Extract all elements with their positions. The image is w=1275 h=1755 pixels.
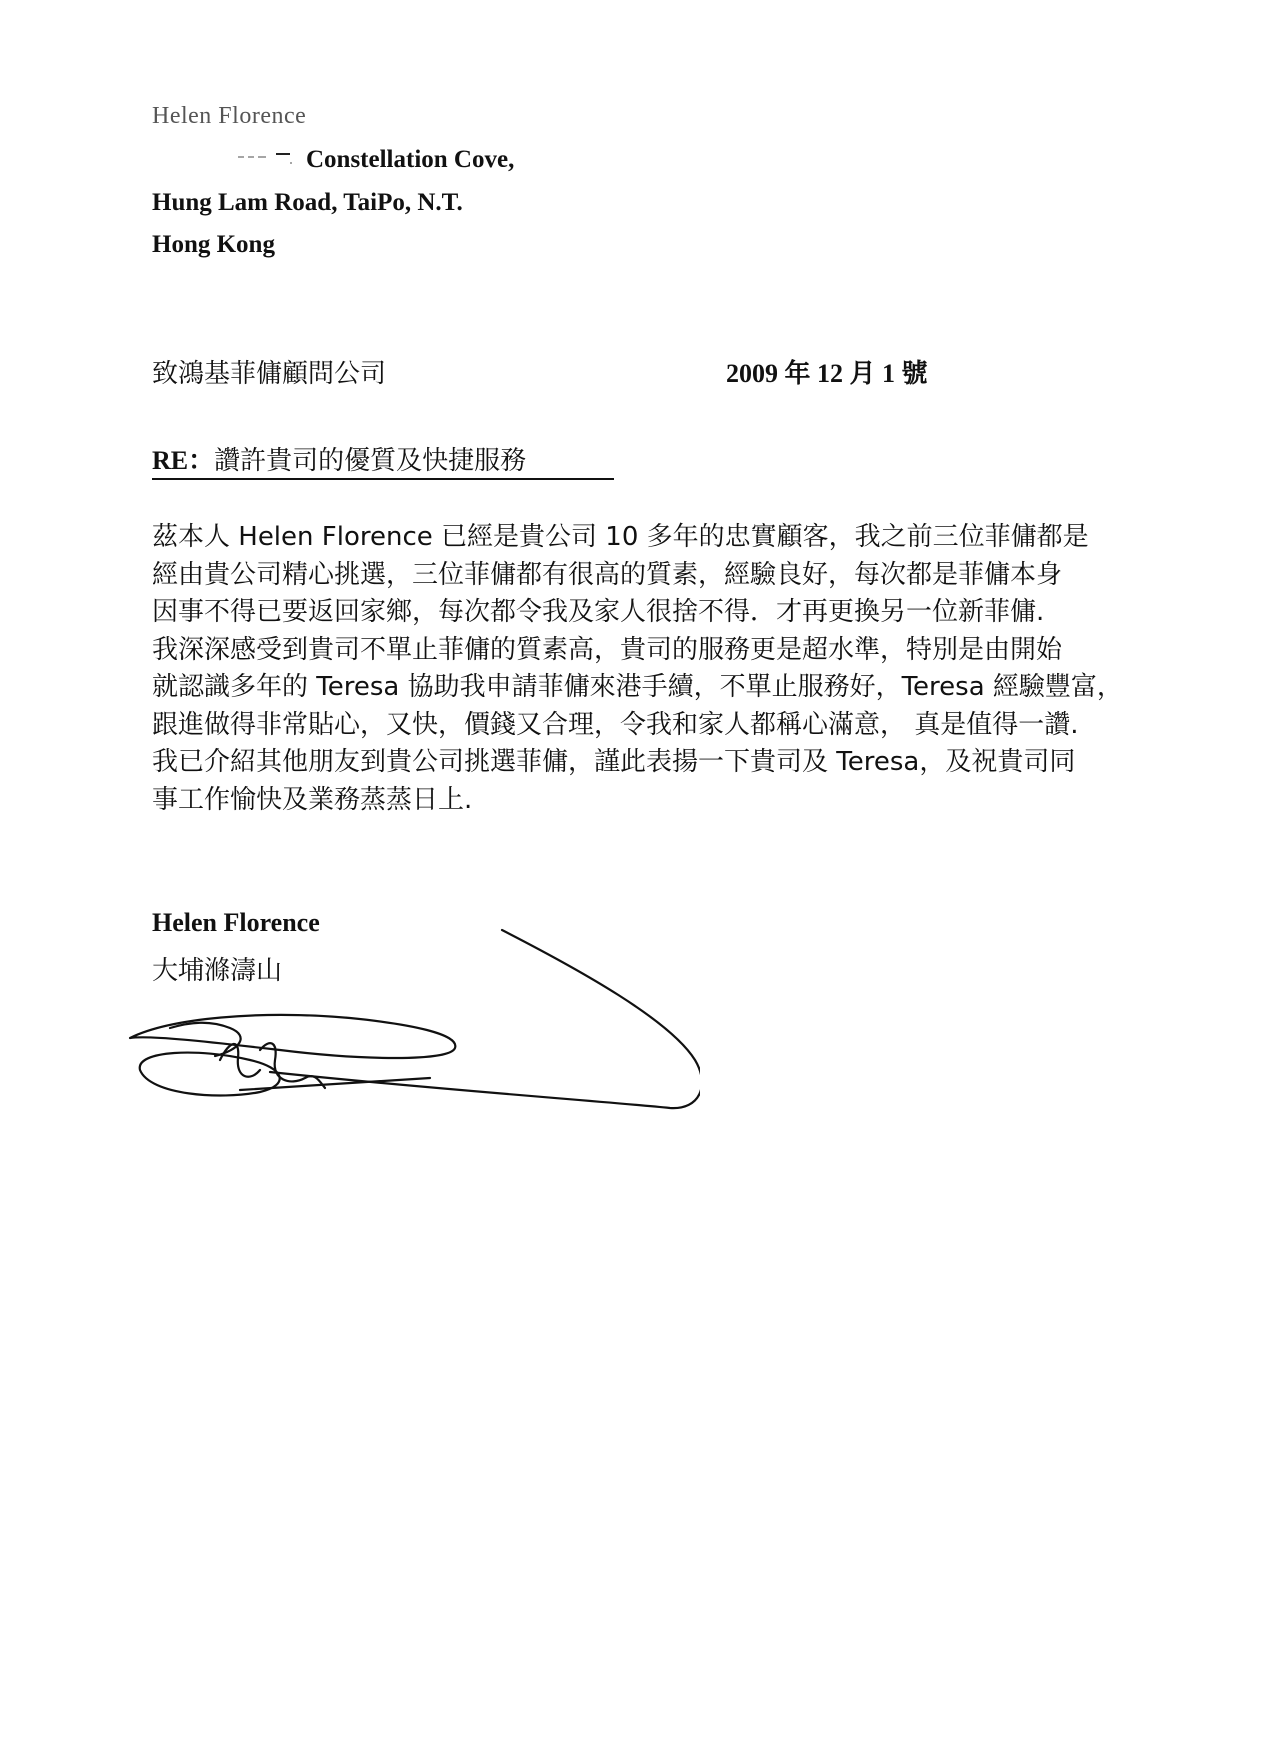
subject-line — [152, 446, 614, 480]
sender-name: Helen Florence — [152, 103, 307, 129]
body-line: 事工作愉快及業務蒸蒸日上. — [152, 784, 473, 815]
letter-date: 2009 年 12 月 1 號 — [726, 359, 928, 388]
body-line: 跟進做得非常貼心，又快，價錢又合理，令我和家人都稱心滿意， 真是值得一讚. — [152, 709, 1079, 740]
body-line: 因事不得已要返回家鄉，每次都令我及家人很捨不得．才再更換另一位新菲傭. — [152, 597, 1045, 627]
handwritten-signature — [110, 910, 700, 1130]
recipient: 致鴻基菲傭顧問公司 — [152, 359, 387, 389]
body-line: 茲本人 Helen Florence 已經是貴公司 10 多年的忠實顧客，我之前三位菲傭都是 — [152, 522, 1089, 552]
body-line: 就認識多年的 Teresa 協助我申請菲傭來港手續，不單止服務好，Teresa 經驗豐富， — [152, 672, 1123, 702]
redacted-address-mark — [236, 151, 296, 167]
closing-name: Helen Florence — [152, 908, 320, 937]
body-line: 我已介紹其他朋友到貴公司挑選菲傭，謹此表揚一下貴司及 Teresa，及祝貴司同 — [152, 747, 1076, 777]
address-line-1: Constellation Cove, — [306, 146, 515, 173]
body-line: 經由貴公司精心挑選，三位菲傭都有很高的質素，經驗良好，每次都是菲傭本身 — [152, 559, 1063, 590]
closing-place: 大埔滌濤山 — [152, 956, 283, 986]
body-line: 我深深感受到貴司不單止菲傭的質素高，貴司的服務更是超水準，特別是由開始 — [152, 634, 1063, 665]
subject-text: 讚許貴司的優質及快捷服務 — [214, 446, 527, 475]
subject-prefix: RE： — [152, 446, 215, 475]
letter-body — [152, 519, 1132, 819]
address-line-3: Hong Kong — [152, 231, 275, 258]
address-line-2: Hung Lam Road, TaiPo, N.T. — [152, 189, 463, 216]
